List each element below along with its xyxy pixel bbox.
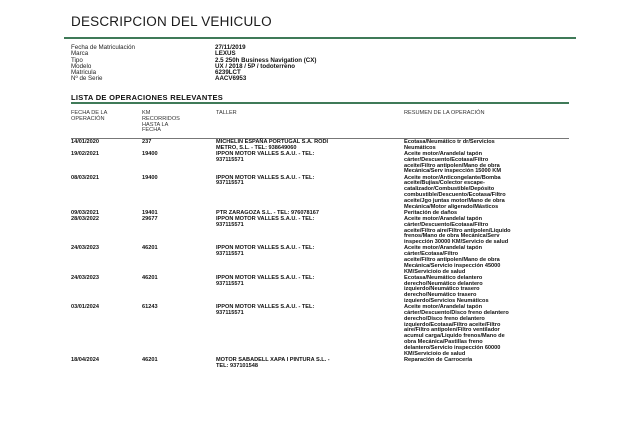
row-taller: [216, 305, 314, 317]
vehicle-label: Nº de Serie: [71, 75, 103, 83]
row-taller: [216, 276, 314, 288]
table-header: [71, 111, 569, 138]
resumen-line: obra Mecánica/Pastillas freno: [404, 338, 483, 345]
taller-line: 937115571: [216, 251, 244, 258]
row-km: 61243: [142, 304, 158, 311]
resumen-line: izquierdo/Servicios Neumáticos: [404, 297, 489, 304]
taller-line: IPPON MOTOR VALLES S.A.U. - TEL:: [216, 304, 315, 311]
row-taller: [216, 246, 314, 258]
taller-line: IPPON MOTOR VALLES S.A.U. - TEL:: [216, 245, 315, 252]
table-row: [71, 305, 569, 358]
resumen-line: Aceite motor/Arandela/ tapón: [404, 245, 483, 252]
row-date: 24/03/2023: [71, 274, 99, 281]
header-line: FECHA DE LA: [71, 110, 108, 116]
resumen-line: catalizador/Combustible/Depósito: [404, 186, 495, 193]
resumen-line: KM/Servicioio de salud: [404, 268, 466, 275]
taller-line: 937115571: [216, 309, 244, 316]
vehicle-value: 2.5 250h Business Navigation (CX): [215, 56, 317, 64]
vehicle-value: UX / 2018 / 5P / todoterreno: [215, 62, 296, 70]
row-date: 24/03/2023: [71, 245, 99, 252]
resumen-line: Aceite motor/Anticongelante/Bomba: [404, 174, 501, 181]
resumen-line: Aceite motor/Arandela/ tapón: [404, 304, 483, 311]
row-km: 19400: [142, 151, 158, 157]
table-row: [71, 246, 569, 275]
header-line: RECORRIDOS: [142, 115, 180, 122]
resumen-line: Mecánica/Servicio inspección 45000: [404, 262, 501, 269]
row-km: 46201: [142, 274, 158, 281]
resumen-line: cárter/Descuento/Ecotasa/Filtro: [404, 156, 489, 163]
page-title: DESCRIPCION DEL VEHICULO: [71, 14, 272, 29]
header-line: FECHA: [142, 127, 161, 134]
resumen-line: Peritación de daños: [404, 209, 458, 216]
row-km: 46201: [142, 356, 158, 363]
resumen-line: aceite/Filtro aire/Filtro antipolen/Liquido: [404, 227, 511, 234]
row-resumen: [404, 140, 495, 152]
taller-line: PTR ZARAGOZA S.L. - TEL: 976078167: [216, 209, 319, 216]
section-title: LISTA DE OPERACIONES RELEVANTES: [71, 93, 224, 102]
resumen-line: delantero/Servicio inspección 60000: [404, 344, 501, 351]
row-km: 19400: [142, 174, 158, 181]
taller-line: IPPON MOTOR VALLES S.A.U. - TEL:: [216, 274, 315, 281]
resumen-line: Aceite motor/Arandela/ tapón: [404, 151, 483, 157]
vehicle-row: [71, 76, 316, 82]
resumen-line: aceite/Filtro antipolen/Mano de obra: [404, 256, 500, 263]
row-taller: [216, 152, 314, 164]
table-row: [71, 176, 569, 211]
row-taller: [216, 358, 330, 370]
taller-line: 937115571: [216, 180, 244, 187]
section-divider: [71, 102, 569, 104]
taller-line: TEL: 937101548: [216, 362, 258, 369]
resumen-line: aceite/Bujías/Colector escape-: [404, 180, 485, 187]
resumen-line: acumul carga/Liquido frenos/Mano de: [404, 333, 505, 340]
header-taller: [216, 111, 237, 117]
resumen-line: Ecotasa/Neumático tr dr/Servicios: [404, 139, 495, 145]
resumen-line: cárter/Descuento/Ecotasa/Filtro: [404, 221, 489, 228]
resumen-line: frenos/Mano de obra Mecánica/Serv: [404, 233, 500, 240]
table-row: [71, 276, 569, 305]
resumen-line: izquierdo/Neumático trasero: [404, 286, 480, 293]
row-resumen: [404, 305, 509, 357]
taller-line: 937115571: [216, 156, 244, 163]
taller-line: IPPON MOTOR VALLES S.A.U. - TEL:: [216, 151, 315, 157]
operations-table: [71, 140, 569, 370]
vehicle-details: [71, 45, 316, 83]
row-resumen: [404, 217, 511, 246]
taller-line: 937115571: [216, 280, 244, 287]
row-taller: [216, 140, 328, 152]
resumen-line: inspección 30000 KM/Servicio de salud: [404, 239, 509, 246]
vehicle-label: Modelo: [71, 62, 92, 70]
row-date: 03/01/2024: [71, 304, 99, 311]
resumen-line: Mecánica/Motor aligerado/Másticos: [404, 203, 499, 210]
table-row: [71, 217, 569, 246]
row-km: 237: [142, 139, 152, 145]
resumen-line: Neumáticos: [404, 144, 436, 151]
row-date: 18/04/2024: [71, 356, 99, 363]
vehicle-label: Tipo: [71, 56, 83, 64]
vehicle-label: Marca: [71, 50, 89, 58]
table-row: [71, 152, 569, 176]
resumen-line: derecho/Neumático trasero: [404, 292, 477, 299]
row-resumen: [404, 152, 501, 175]
vehicle-label: Fecha de Matriculación: [71, 44, 135, 51]
taller-line: 937115571: [216, 221, 244, 228]
taller-line: MICHELIN ESPAÑA PORTUGAL S.A. RODI: [216, 139, 329, 145]
row-date: 14/01/2020: [71, 139, 99, 145]
resumen-line: aceite/Filtro antipolen/Mano de obra: [404, 162, 500, 169]
row-date: 09/03/2021: [71, 209, 99, 216]
row-date: 28/03/2022: [71, 215, 99, 222]
vehicle-value: LEXUS: [215, 50, 236, 58]
table-row: [71, 358, 569, 370]
resumen-line: KM/Servicioio de salud: [404, 350, 466, 357]
resumen-line: aire/Filtro antipolen/Filtro ventilador: [404, 327, 500, 334]
resumen-line: Mecánica/Serv inspección 15000 KM: [404, 168, 502, 175]
header-line: HASTA LA: [142, 121, 169, 128]
row-resumen: [404, 246, 500, 275]
vehicle-value: 27/11/2019: [215, 44, 246, 51]
row-date: 08/03/2021: [71, 174, 99, 181]
header-line: RESUMEN DE LA OPERACIÓN: [404, 110, 485, 116]
taller-line: MOTOR SABADELL XAPA I PINTURA S.L. -: [216, 356, 330, 363]
row-taller: [216, 217, 314, 229]
taller-line: IPPON MOTOR VALLES S.A.U. - TEL:: [216, 174, 315, 181]
resumen-line: derecho/Disco freno delantero: [404, 315, 485, 322]
header-line: KM: [142, 110, 151, 116]
row-km: 46201: [142, 245, 158, 252]
taller-line: METRO, S.L. - TEL: 938649060: [216, 144, 297, 151]
row-date: 19/02/2021: [71, 151, 99, 157]
resumen-line: aceite/Jgo juntas motor/Mano de obra: [404, 197, 505, 204]
vehicle-value: 6239LCT: [215, 69, 241, 77]
header-line: TALLER: [216, 110, 237, 116]
row-km: 29677: [142, 215, 158, 222]
row-resumen: [404, 176, 506, 211]
vehicle-label: Matricula: [71, 69, 97, 77]
resumen-line: cárter/Descuento/Disco freno delantero: [404, 309, 509, 316]
header-km: [142, 111, 180, 134]
vehicle-value: AACV6953: [215, 75, 247, 83]
resumen-line: cárter/Ecotasa/Filtro: [404, 251, 459, 258]
header-date: [71, 111, 107, 123]
taller-line: IPPON MOTOR VALLES S.A.U. - TEL:: [216, 215, 315, 222]
title-divider: [64, 37, 576, 39]
resumen-line: derecho/Neumático delantero: [404, 280, 483, 287]
header-resumen: [404, 111, 485, 117]
header-line: OPERACIÓN: [71, 115, 105, 122]
row-resumen: [404, 358, 472, 364]
row-km: 19401: [142, 209, 158, 216]
resumen-line: combustible/Descuento/Ecotasa/Filtro: [404, 191, 506, 198]
row-taller: [216, 176, 314, 188]
row-resumen: [404, 276, 489, 305]
resumen-line: Aceite motor/Arandela/ tapón: [404, 215, 483, 222]
resumen-line: Ecotasa/Neumático delantero: [404, 274, 483, 281]
resumen-line: izquierdo/Ecotasa/Filtro aceite/Filtro: [404, 321, 501, 328]
resumen-line: Reparación de Carrocería: [404, 356, 473, 363]
